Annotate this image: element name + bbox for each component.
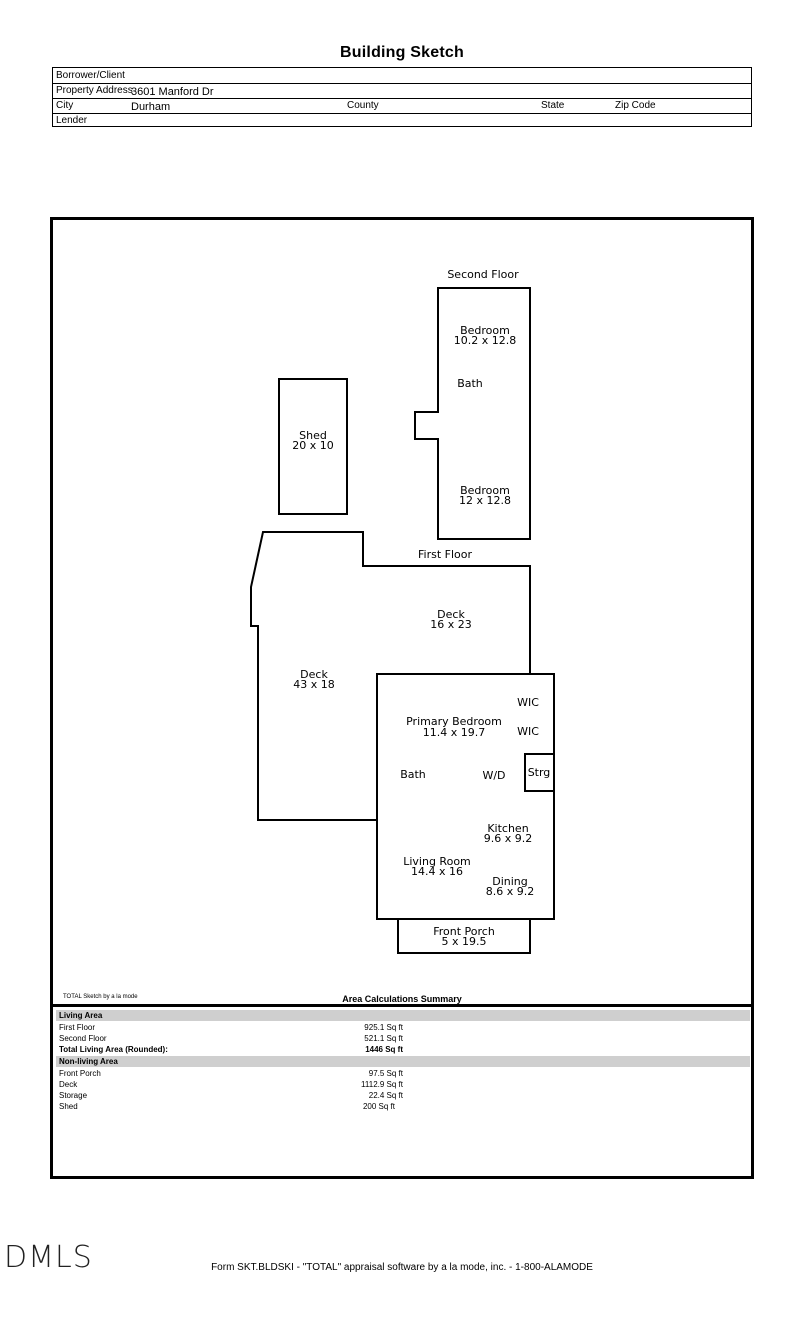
label-front-porch: Front Porch [433, 925, 495, 938]
living-area-header [56, 1010, 750, 1021]
label-second-floor: Second Floor [447, 268, 519, 281]
table-row [53, 1079, 751, 1090]
property-value: 3601 Manford Dr [131, 86, 214, 98]
total-row [53, 1044, 751, 1055]
floor-plan [53, 220, 751, 990]
property-header [52, 67, 752, 127]
sketch-frame [50, 217, 754, 1179]
total-value: 1446 Sq ft [365, 1045, 403, 1054]
label-wic-2: WIC [517, 725, 539, 738]
table-row [53, 1090, 751, 1101]
label-deck-2: Deck [300, 668, 328, 681]
state-label: State [541, 100, 565, 111]
city-row [53, 98, 751, 114]
document-title: Building Sketch [340, 44, 464, 61]
borrower-row [53, 68, 751, 84]
property-label: Property Address [56, 85, 133, 96]
table-row [53, 1033, 751, 1044]
label-bath-lower: Bath [400, 768, 426, 781]
dmls-watermark: DMLS [4, 1240, 93, 1275]
label-bedroom-1-dims: 10.2 x 12.8 [453, 334, 517, 347]
row-label: Shed [59, 1102, 78, 1111]
sketch-credit: TOTAL Sketch by a la mode [63, 994, 138, 1000]
label-bedroom-1: Bedroom [460, 324, 510, 337]
row-label: Second Floor [59, 1034, 107, 1043]
row-value: 200 Sq ft [362, 1102, 395, 1111]
label-strg: Strg [527, 766, 551, 779]
label-deck-1: Deck [437, 608, 465, 621]
lender-row [53, 113, 751, 128]
label-wic-1: WIC [517, 696, 539, 709]
label-deck-1-dims: 16 x 23 [430, 618, 472, 631]
row-label: Deck [59, 1080, 78, 1089]
total-label: Total Living Area (Rounded): [59, 1045, 168, 1054]
county-label: County [347, 100, 379, 111]
label-living-room: Living Room [403, 855, 471, 868]
row-label: Front Porch [59, 1069, 101, 1078]
row-value: 925.1 Sq ft [364, 1023, 403, 1032]
label-primary-bedroom-dims: 11.4 x 19.7 [422, 726, 486, 739]
summary-title: Area Calculations Summary [342, 994, 462, 1004]
summary-divider [53, 1004, 751, 1007]
lender-label: Lender [56, 115, 88, 126]
row-label: First Floor [59, 1023, 95, 1032]
label-deck-2-dims: 43 x 18 [293, 678, 335, 691]
living-area-header-text: Living Area [59, 1011, 103, 1020]
row-value: 22.4 Sq ft [368, 1091, 403, 1100]
zip-label: Zip Code [615, 100, 656, 111]
borrower-label: Borrower/Client [56, 70, 125, 81]
label-kitchen: Kitchen [487, 822, 529, 835]
city-value: Durham [131, 101, 171, 113]
label-first-floor: First Floor [417, 548, 473, 561]
row-label: Storage [59, 1091, 88, 1100]
label-shed-dims: 20 x 10 [292, 439, 334, 452]
table-row [53, 1068, 751, 1079]
table-row [53, 1022, 751, 1033]
label-wd: W/D [482, 769, 506, 782]
form-footer: Form SKT.BLDSKI - "TOTAL" appraisal software by a la mode, inc. - 1-800-ALAMODE [211, 1262, 593, 1273]
row-value: 521.1 Sq ft [364, 1034, 403, 1043]
city-label: City [56, 100, 74, 111]
label-bedroom-2-dims: 12 x 12.8 [459, 494, 511, 507]
label-primary-bedroom: Primary Bedroom [406, 715, 502, 728]
label-dining: Dining [492, 875, 528, 888]
label-kitchen-dims: 9.6 x 9.2 [483, 832, 533, 845]
label-front-porch-dims: 5 x 19.5 [441, 935, 487, 948]
row-value: 97.5 Sq ft [368, 1069, 403, 1078]
property-row [53, 83, 751, 99]
label-shed: Shed [299, 429, 327, 442]
row-value: 1112.9 Sq ft [361, 1080, 403, 1089]
nonliving-area-header-text: Non-living Area [59, 1057, 118, 1066]
label-living-room-dims: 14.4 x 16 [411, 865, 463, 878]
label-bedroom-2: Bedroom [460, 484, 510, 497]
table-row [53, 1101, 751, 1112]
nonliving-area-header [56, 1056, 750, 1067]
label-bath-upper: Bath [457, 377, 483, 390]
label-dining-dims: 8.6 x 9.2 [485, 885, 535, 898]
